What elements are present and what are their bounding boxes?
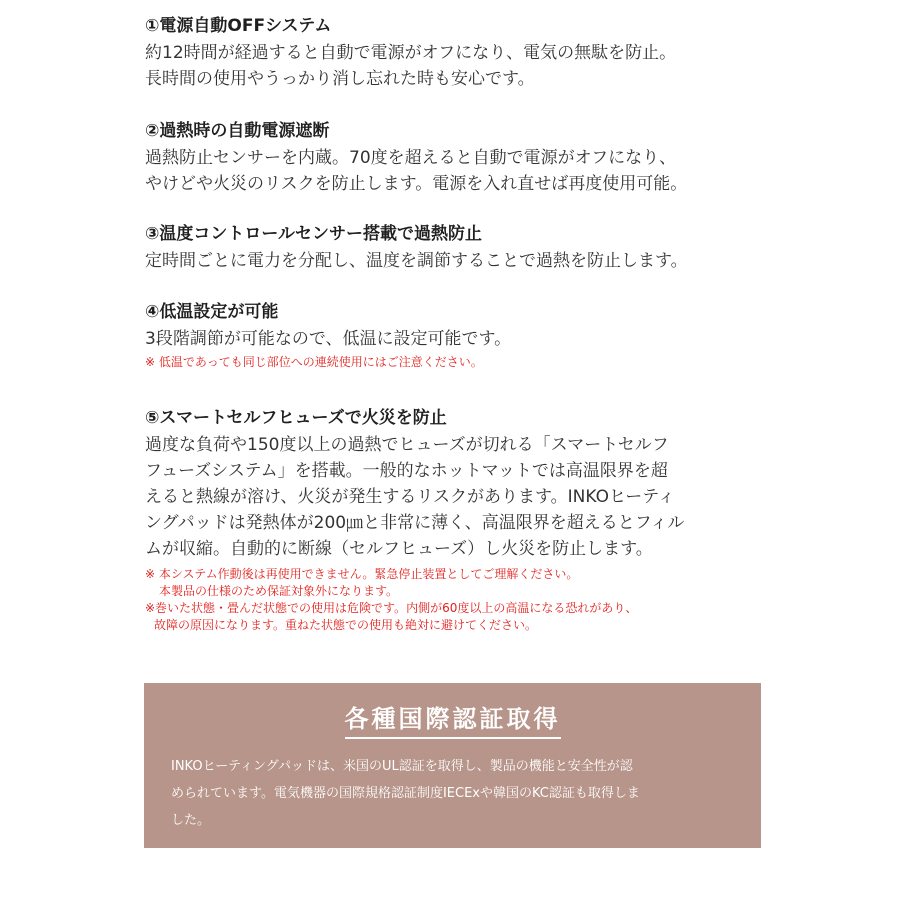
feature-line: えると熱線が溶け、火災が発生するリスクがあります。INKOヒーティ	[145, 487, 675, 507]
feature-description	[145, 40, 775, 92]
feature-line: 過熱防止センサーを内蔵。70度を超えると自動で電源がオフになり、	[145, 148, 677, 168]
feature-line: 約12時間が経過すると自動で電源がオフになり、電気の無駄を防止。	[145, 43, 677, 63]
feature-overheat-cutoff	[145, 119, 775, 197]
certification-description	[171, 753, 751, 834]
feature-line: 定時間ごとに電力を分配し、温度を調節することで過熱を防止します。	[145, 251, 688, 271]
certification-line: められています。電気機器の国際規格認証制度IECExや韓国のKC認証も取得しま	[171, 786, 640, 801]
feature-line: ングパッドは発熱体が200㎛と非常に薄く、高温限界を超えるとフィル	[145, 513, 685, 533]
certification-panel	[144, 683, 761, 848]
caution-note: ※ 低温であっても同じ部位への連続使用にはご注意ください。	[145, 355, 483, 369]
feature-temperature-sensor	[145, 222, 775, 274]
certification-title	[144, 703, 761, 739]
certification-title-text: 各種国際認証取得	[345, 703, 561, 739]
caution-note: ※巻いた状態・畳んだ状態での使用は危険です。内側が60度以上の高温になる恐れがあり、	[145, 601, 638, 615]
feature-auto-off	[145, 14, 775, 92]
feature-line: フューズシステム」を搭載。一般的なホットマットでは高温限界を超	[145, 461, 668, 481]
feature-line: 過度な負荷や150度以上の過熱でヒューズが切れる「スマートセルフ	[145, 435, 669, 455]
feature-line: やけどや火災のリスクを防止します。電源を入れ直せば再度使用可能。	[145, 174, 688, 194]
feature-title: ①電源自動OFFシステム	[145, 16, 332, 36]
feature-smart-fuse	[145, 406, 775, 634]
feature-description	[145, 145, 775, 197]
feature-title: ⑤スマートセルフヒューズで火災を防止	[145, 408, 447, 428]
certification-line: INKOヒーティングパッドは、米国のUL認証を取得し、製品の機能と安全性が認	[171, 759, 633, 774]
feature-line: ムが収縮。自動的に断線（セルフヒューズ）し火災を防止します。	[145, 539, 653, 559]
feature-description	[145, 432, 775, 562]
feature-title: ③温度コントロールセンサー搭載で過熱防止	[145, 224, 483, 244]
feature-description	[145, 248, 775, 274]
caution-note: 故障の原因になります。重ねた状態での使用も絶対に避けてください。	[154, 618, 538, 632]
feature-line: 長時間の使用やうっかり消し忘れた時も安心です。	[145, 69, 535, 89]
feature-title: ④低温設定が可能	[145, 302, 279, 322]
caution-note: 本製品の仕様のため保証対象外になります。	[159, 584, 399, 598]
feature-description	[145, 326, 775, 352]
feature-title: ②過熱時の自動電源遮断	[145, 121, 330, 141]
feature-line: 3段階調節が可能なので、低温に設定可能です。	[145, 329, 512, 349]
caution-note: ※ 本システム作動後は再使用できません。緊急停止装置としてご理解ください。	[145, 567, 579, 581]
feature-low-temp	[145, 300, 775, 371]
certification-line: した。	[171, 813, 211, 828]
